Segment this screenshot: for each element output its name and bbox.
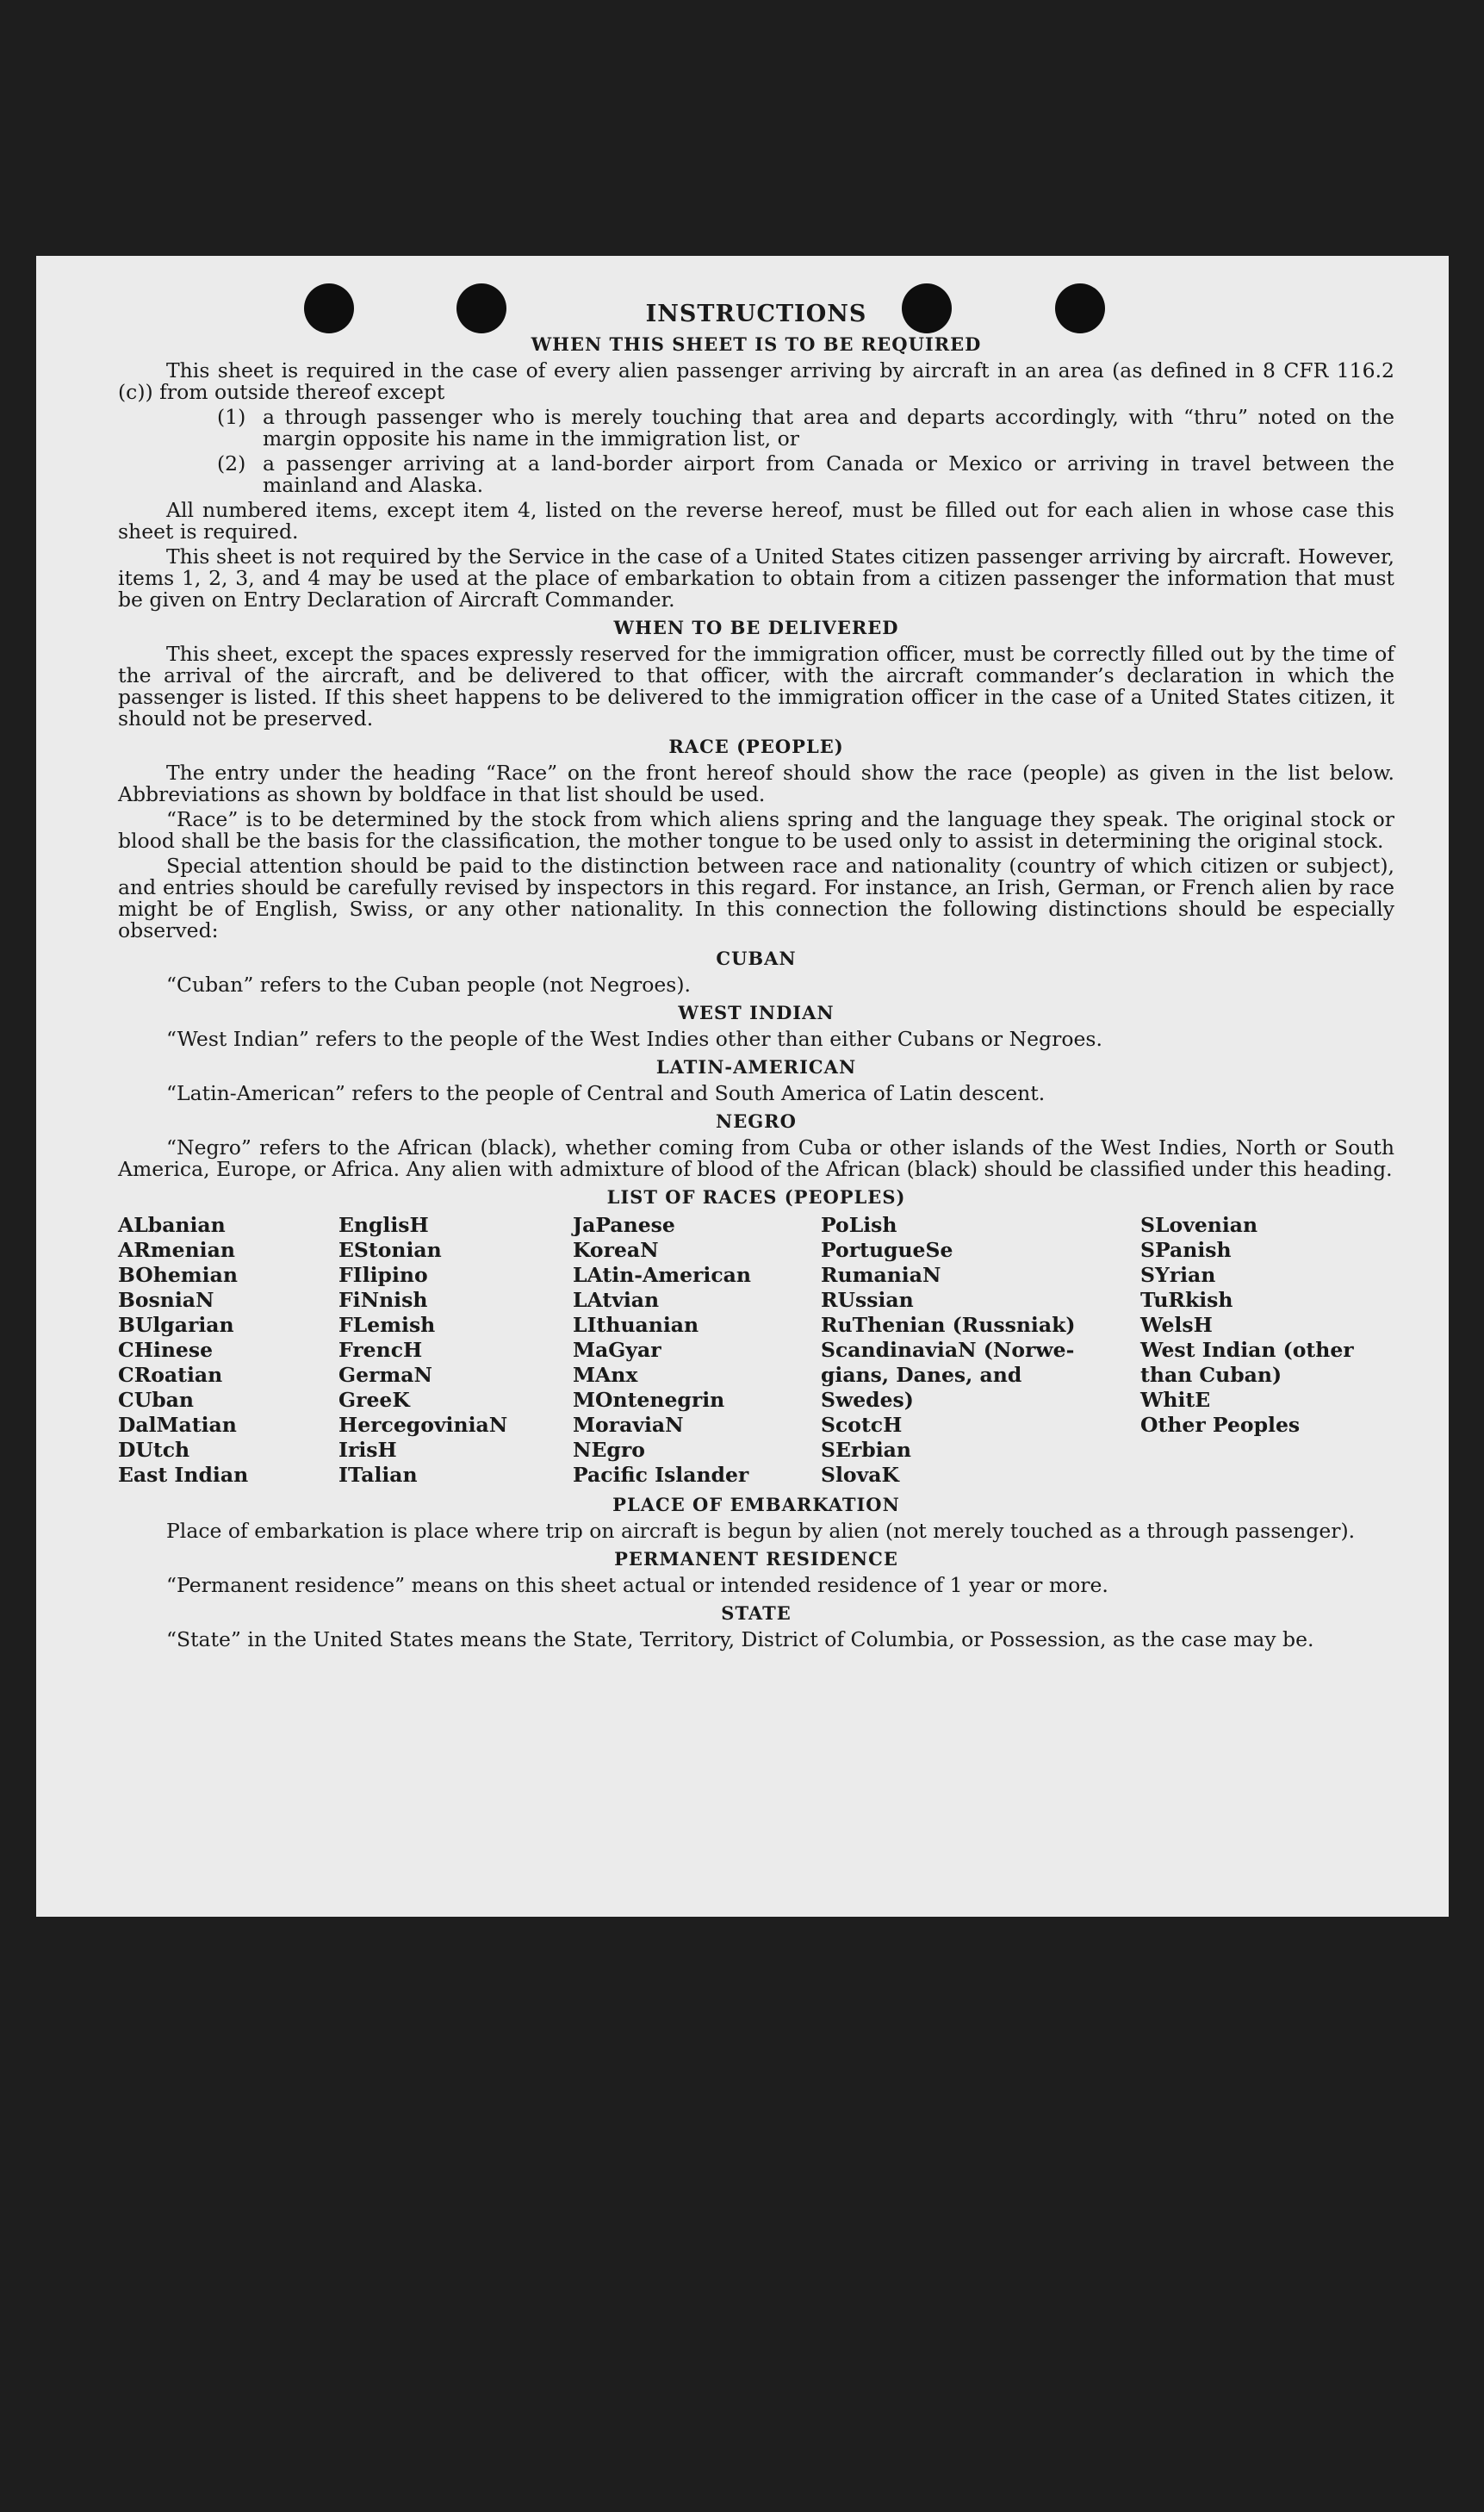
race-entry: HercegoviniaN xyxy=(338,1413,508,1437)
race-entry: EStonian xyxy=(338,1238,442,1262)
paragraph: “Permanent residence” means on this sheet actual or intended residence of 1 year or more. xyxy=(166,1573,1108,1597)
paragraph: “Race” is to be determined by the stock from which aliens spring and the language they speak. The original stock or blood shall be the basis for the classification, the mother tongue to be used only to assist in determining the original stock. xyxy=(118,807,1394,853)
exception-item xyxy=(118,453,1394,496)
races-column xyxy=(821,1213,1140,1488)
paragraph: “State” in the United States means the State, Territory, District of Columbia, or Possession, as the case may be. xyxy=(166,1627,1314,1651)
document-title: INSTRUCTIONS xyxy=(645,301,867,327)
race-entry: WhitE xyxy=(1140,1388,1211,1412)
paragraph: “Latin-American” refers to the people of Central and South America of Latin descent. xyxy=(166,1081,1046,1105)
race-entry: NEgro xyxy=(573,1438,645,1462)
races-column xyxy=(573,1213,821,1488)
race-entry: ALbanian xyxy=(118,1213,226,1237)
race-entry: MAnx xyxy=(573,1363,638,1387)
race-entry: MaGyar xyxy=(573,1338,661,1362)
race-entry: RuThenian (Russniak) xyxy=(821,1313,1076,1337)
paragraph: The entry under the heading “Race” on the front hereof should show the race (people) as given in the list below. Abbreviations as shown by boldface in that list should be used. xyxy=(118,761,1394,806)
races-column xyxy=(1140,1213,1394,1488)
race-entry: DalMatian xyxy=(118,1413,237,1437)
race-entry: FrencH xyxy=(338,1338,423,1362)
race-entry: CUban xyxy=(118,1388,194,1412)
race-entry: RUssian xyxy=(821,1288,914,1312)
race-entry: LAtvian xyxy=(573,1288,660,1312)
race-entry: JaPanese xyxy=(573,1213,675,1237)
race-entry: KoreaN xyxy=(573,1238,659,1262)
race-entry: IrisH xyxy=(338,1438,397,1462)
paragraph: Special attention should be paid to the distinction between race and nationality (country of which citizen or subject), and entries should be carefully revised by inspectors in this regard. For instance, an Irish, German, or French alien by race might be of English, Swiss, or any other nationality. In this connection the following distinctions should be especially observed: xyxy=(118,854,1394,942)
instructions-body xyxy=(118,303,1394,1654)
section-heading-list: LIST OF RACES (PEOPLES) xyxy=(606,1186,906,1208)
race-entry: East Indian xyxy=(118,1463,249,1487)
race-entry: Pacific Islander xyxy=(573,1463,749,1487)
race-entry: GermaN xyxy=(338,1363,432,1387)
paragraph: This sheet, except the spaces expressly reserved for the immigration officer, must be correctly filled out by the time of the arrival of the aircraft, and be delivered to that officer, with the aircraft commander’s declaration in which the passenger is listed. If this sheet happens to be delivered to the immigration officer in the case of a United States citizen, it should not be preserved. xyxy=(118,642,1394,731)
paragraph: “Negro” refers to the African (black), whether coming from Cuba or other islands of the West Indies, North or South America, Europe, or Africa. Any alien with admixture of blood of the African (black) should be classified under this heading. xyxy=(118,1135,1394,1181)
item-text: a through passenger who is merely touching that area and departs accordingly, with “thru” noted on the margin opposite his name in the immigration list, or xyxy=(263,405,1394,451)
race-entry: PoLish xyxy=(821,1213,897,1237)
race-entry: PortugueSe xyxy=(821,1238,953,1262)
race-entry: DUtch xyxy=(118,1438,190,1462)
race-entry: EnglisH xyxy=(338,1213,429,1237)
race-entry: BosniaN xyxy=(118,1288,214,1312)
race-entry: SlovaK xyxy=(821,1463,899,1487)
race-entry: MOntenegrin xyxy=(573,1388,725,1412)
race-entry: FiNnish xyxy=(338,1288,428,1312)
section-heading-state: STATE xyxy=(721,1602,792,1624)
race-entry: GreeK xyxy=(338,1388,410,1412)
race-entry: ARmenian xyxy=(118,1238,235,1262)
race-entry: ITalian xyxy=(338,1463,418,1487)
race-entry: West Indian (other xyxy=(1140,1338,1354,1362)
section-heading-residence: PERMANENT RESIDENCE xyxy=(614,1548,898,1570)
section-heading-embarkation: PLACE OF EMBARKATION xyxy=(612,1494,900,1515)
section-heading-negro: NEGRO xyxy=(716,1110,797,1132)
item-number: (1) xyxy=(217,405,246,429)
races-column xyxy=(118,1213,338,1488)
item-text: a passenger arriving at a land-border airport from Canada or Mexico or arriving in travel between the mainland and Alaska. xyxy=(263,451,1394,497)
section-heading-race: RACE (PEOPLE) xyxy=(668,736,844,757)
race-entry: LIthuanian xyxy=(573,1313,699,1337)
paragraph: “Cuban” refers to the Cuban people (not Negroes). xyxy=(166,973,692,997)
race-entry: SPanish xyxy=(1140,1238,1232,1262)
item-number: (2) xyxy=(217,451,246,476)
paragraph: Place of embarkation is place where trip on aircraft is begun by alien (not merely touched as a through passenger). xyxy=(166,1519,1356,1543)
paragraph: All numbered items, except item 4, listed on the reverse hereof, must be filled out for each alien in whose case this sheet is required. xyxy=(118,498,1394,544)
race-entry: FLemish xyxy=(338,1313,436,1337)
section-heading-required: WHEN THIS SHEET IS TO BE REQUIRED xyxy=(531,333,982,355)
race-entry: SErbian xyxy=(821,1438,911,1462)
paragraph: This sheet is required in the case of every alien passenger arriving by aircraft in an area (as defined in 8 CFR 116.2 (c)) from outside thereof except xyxy=(118,358,1394,404)
race-entry: than Cuban) xyxy=(1140,1363,1282,1387)
race-entry: FIlipino xyxy=(338,1263,428,1287)
race-entry: RumaniaN xyxy=(821,1263,941,1287)
race-entry: SLovenian xyxy=(1140,1213,1258,1237)
race-entry: ScandinaviaN (Norwe- xyxy=(821,1338,1075,1362)
race-entry: BOhemian xyxy=(118,1263,238,1287)
paragraph: “West Indian” refers to the people of the West Indies other than either Cubans or Negroes. xyxy=(166,1027,1102,1051)
race-entry: WelsH xyxy=(1140,1313,1213,1337)
document-page xyxy=(36,256,1449,1917)
race-entry: gians, Danes, and xyxy=(821,1363,1022,1387)
race-entry: Swedes) xyxy=(821,1388,914,1412)
section-heading-cuban: CUBAN xyxy=(716,948,797,969)
section-heading-latin-american: LATIN-AMERICAN xyxy=(655,1056,857,1078)
section-heading-delivered: WHEN TO BE DELIVERED xyxy=(613,617,899,638)
race-entry: BUlgarian xyxy=(118,1313,234,1337)
race-entry: CRoatian xyxy=(118,1363,223,1387)
paragraph: This sheet is not required by the Service in the case of a United States citizen passenger arriving by aircraft. However, items 1, 2, 3, and 4 may be used at the place of embarkation to obtain from a citizen passenger the information that must be given on Entry Declaration of Aircraft Commander. xyxy=(118,544,1394,612)
race-entry: LAtin-American xyxy=(573,1263,751,1287)
section-heading-west-indian: WEST INDIAN xyxy=(678,1002,835,1023)
race-entry: Other Peoples xyxy=(1140,1413,1301,1437)
races-list xyxy=(118,1213,1394,1488)
race-entry: TuRkish xyxy=(1140,1288,1233,1312)
race-entry: SYrian xyxy=(1140,1263,1216,1287)
race-entry: ScotcH xyxy=(821,1413,903,1437)
race-entry: CHinese xyxy=(118,1338,214,1362)
exception-item xyxy=(118,407,1394,450)
race-entry: MoraviaN xyxy=(573,1413,684,1437)
races-column xyxy=(338,1213,573,1488)
